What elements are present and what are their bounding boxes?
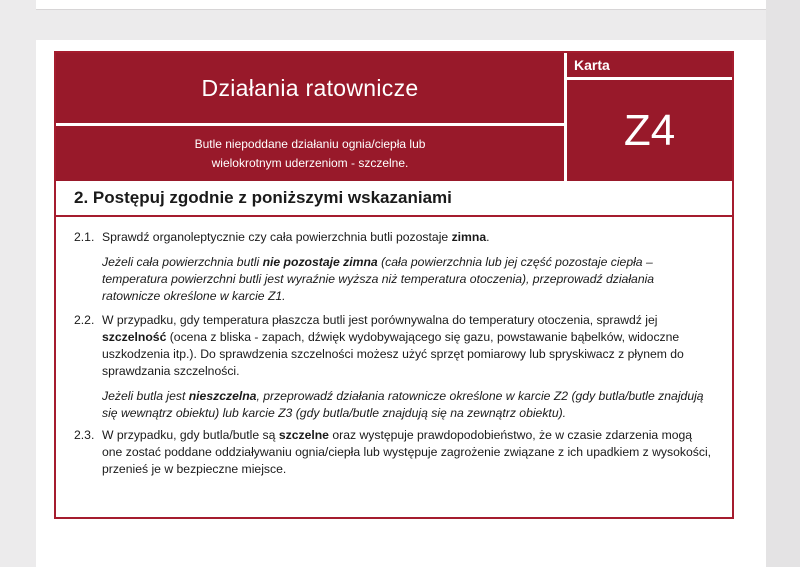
instruction-item-2-2 (56, 312, 732, 380)
note-emphasis: nieszczelna (188, 389, 257, 403)
instructions-list (56, 229, 732, 478)
note-emphasis: nie pozostaje zimna (262, 255, 378, 269)
card-title: Działania ratownicze (201, 74, 419, 101)
item-number: 2.1. (74, 230, 95, 244)
card-subtitle-line-1: Butle niepoddane działaniu ognia/ciepła lub (194, 136, 426, 151)
section-title: 2. Postępuj zgodnie z poniższymi wskazaniami (74, 188, 452, 207)
instruction-item-2-1 (56, 229, 732, 246)
header-title-box (56, 53, 564, 123)
card-header (56, 53, 732, 181)
note-text: (cała powierzchnia lub jej część pozostaje ciepła – temperatura powierzchni butli jest wyraźnie wyższa niż temperatura otoczenia), przeprowadź działania ratownicze określone w karcie Z1. (102, 255, 655, 303)
note-text: Jeżeli cała powierzchnia butli (102, 255, 263, 269)
item-number: 2.3. (74, 428, 95, 442)
instruction-item-2-3 (56, 427, 732, 478)
section-header (56, 181, 732, 217)
previous-page-edge (36, 0, 766, 10)
rescue-card (54, 51, 734, 519)
note-text: Jeżeli butla jest (102, 389, 189, 403)
note-text: , przeprowadź działania ratownicze określone w karcie Z2 (gdy butla/butle znajdują się wewnątrz obiektu) lub karcie Z3 (gdy butla/butle znajdują się na zewnątrz obiektu). (102, 389, 704, 420)
item-text: . (486, 230, 490, 244)
item-text: oraz występuje prawdopodobieństwo, że w czasie zdarzenia mogą one zostać poddane oddziaływaniu ognia/ciepła lub występuje zagrożenie związane z ich upadkiem z wysokości, przenieś je w bezpieczne miejsce. (102, 428, 712, 476)
item-text: W przypadku, gdy temperatura płaszcza butli jest porównywalna do temperatury otoczenia, sprawdź jej (102, 313, 658, 327)
header-subtitle-box (56, 126, 564, 181)
item-number: 2.2. (74, 313, 95, 327)
item-emphasis: szczelność (102, 330, 167, 344)
item-emphasis: szczelne (278, 428, 329, 442)
viewer-scroll-track[interactable] (766, 0, 800, 567)
item-emphasis: zimna (451, 230, 487, 244)
card-code: Z4 (623, 105, 676, 155)
item-text: (ocena z bliska - zapach, dźwięk wydobywającego się gazu, powstawanie bąbelków, widoczne uszkodzenia itp.). Do sprawdzenia szczelności możesz użyć sprzęt pomiarowy lub spryskiwacz z płynem do sprawdzania szczelności. (102, 330, 684, 378)
karta-label: Karta (574, 57, 610, 73)
item-text: Sprawdź organoleptycznie czy cała powierzchnia butli pozostaje (102, 230, 452, 244)
item-text: W przypadku, gdy butla/butle są (102, 428, 279, 442)
instruction-note-2-1 (56, 254, 732, 305)
instruction-note-2-2 (56, 388, 732, 422)
card-subtitle-line-2: wielokrotnym uderzeniom - szczelne. (211, 155, 409, 170)
